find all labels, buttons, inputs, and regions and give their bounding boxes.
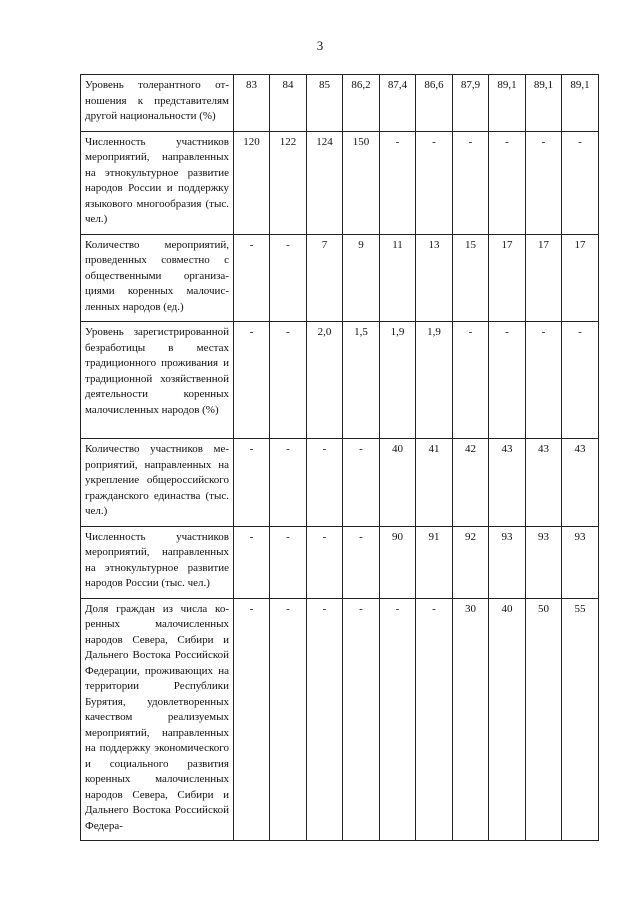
indicator-value: 55	[562, 598, 599, 841]
indicator-value: -	[270, 439, 307, 527]
indicator-value: -	[562, 131, 599, 234]
indicator-value: 90	[380, 526, 416, 598]
indicator-value: 9	[343, 234, 380, 322]
indicator-value: 15	[453, 234, 489, 322]
indicator-value: 124	[307, 131, 343, 234]
indicator-value: 83	[234, 75, 270, 132]
indicator-value: -	[270, 598, 307, 841]
indicator-label: Численность участников мероприятий, направленных на этнокультурное развитие народов России (тыс. чел.)	[81, 526, 234, 598]
indicator-value: 93	[562, 526, 599, 598]
indicator-value: 93	[526, 526, 562, 598]
indicator-value: 17	[526, 234, 562, 322]
indicator-value: -	[343, 526, 380, 598]
table-row	[81, 526, 599, 598]
table-row	[81, 439, 599, 527]
indicator-value: -	[526, 131, 562, 234]
indicator-value: 89,1	[526, 75, 562, 132]
indicator-value: -	[270, 322, 307, 439]
indicator-value: -	[489, 131, 526, 234]
indicator-value: 1,9	[416, 322, 453, 439]
table-row	[81, 322, 599, 439]
indicator-label: Количество мероприятий, проведенных совместно с общественными организациями коренных малочисленных народов (ед.)	[81, 234, 234, 322]
indicator-value: 86,2	[343, 75, 380, 132]
indicator-value: -	[453, 322, 489, 439]
indicator-value: 2,0	[307, 322, 343, 439]
indicator-label: Количество участников мероприятий, направленных на укрепление общероссийского гражданского единаства (тыс. чел.)	[81, 439, 234, 527]
indicator-value: -	[526, 322, 562, 439]
indicator-value: 120	[234, 131, 270, 234]
indicator-value: 43	[526, 439, 562, 527]
indicator-value: 87,9	[453, 75, 489, 132]
indicator-value: -	[562, 322, 599, 439]
indicator-value: 41	[416, 439, 453, 527]
indicator-value: 92	[453, 526, 489, 598]
indicator-value: 50	[526, 598, 562, 841]
indicator-value: 93	[489, 526, 526, 598]
indicator-value: -	[380, 131, 416, 234]
indicator-value: 122	[270, 131, 307, 234]
indicator-value: 42	[453, 439, 489, 527]
indicator-value: -	[343, 439, 380, 527]
indicator-value: 7	[307, 234, 343, 322]
indicator-value: 40	[380, 439, 416, 527]
table-row	[81, 234, 599, 322]
indicator-value: -	[234, 598, 270, 841]
indicator-label: Уровень зарегистрированной безработицы в местах традиционного проживания и традиционной хозяйственной деятельности коренных малочисленных народов (%)	[81, 322, 234, 439]
indicator-value: 43	[562, 439, 599, 527]
indicator-value: -	[489, 322, 526, 439]
indicator-value: 30	[453, 598, 489, 841]
indicator-value: -	[234, 322, 270, 439]
indicator-value: 40	[489, 598, 526, 841]
indicator-value: -	[453, 131, 489, 234]
indicator-label: Численность участников мероприятий, направленных на этнокультурное развитие народов России и поддержку языкового многообразия (тыс. чел.)	[81, 131, 234, 234]
indicator-value: -	[234, 526, 270, 598]
indicator-value: 150	[343, 131, 380, 234]
indicator-value: 91	[416, 526, 453, 598]
indicator-value: -	[380, 598, 416, 841]
indicator-value: 1,5	[343, 322, 380, 439]
indicator-value: 89,1	[489, 75, 526, 132]
indicator-value: 87,4	[380, 75, 416, 132]
indicator-value: -	[270, 234, 307, 322]
indicator-value: 84	[270, 75, 307, 132]
indicator-label: Уровень толерантного отношения к представителям другой национальности (%)	[81, 75, 234, 132]
indicator-value: 86,6	[416, 75, 453, 132]
indicator-value: -	[416, 131, 453, 234]
table-row	[81, 131, 599, 234]
indicator-value: -	[270, 526, 307, 598]
indicator-value: -	[307, 598, 343, 841]
table-row	[81, 75, 599, 132]
table-row	[81, 598, 599, 841]
indicator-value: -	[307, 439, 343, 527]
indicator-value: 17	[562, 234, 599, 322]
page-number: 3	[316, 38, 324, 53]
indicator-value: 17	[489, 234, 526, 322]
indicator-value: -	[234, 234, 270, 322]
indicator-value: -	[234, 439, 270, 527]
indicator-value: 43	[489, 439, 526, 527]
indicator-value: 85	[307, 75, 343, 132]
indicator-label: Доля граждан из числа коренных малочисленных народов Севера, Сибири и Дальнего Востока Российской Федерации, проживающих на территории Республики Бурятия, удовлетворенных качеством реализуемых мероприятий, направленных на поддержку экономического и социального развития коренных малочисленных народов Севера, Сибири и Дальнего Востока Российской Федера-	[81, 598, 234, 841]
indicator-value: 11	[380, 234, 416, 322]
indicator-value: -	[416, 598, 453, 841]
indicators-table	[80, 74, 599, 841]
indicator-value: -	[343, 598, 380, 841]
indicator-value: -	[307, 526, 343, 598]
indicator-value: 1,9	[380, 322, 416, 439]
indicator-value: 13	[416, 234, 453, 322]
table-body	[81, 75, 599, 841]
indicator-value: 89,1	[562, 75, 599, 132]
